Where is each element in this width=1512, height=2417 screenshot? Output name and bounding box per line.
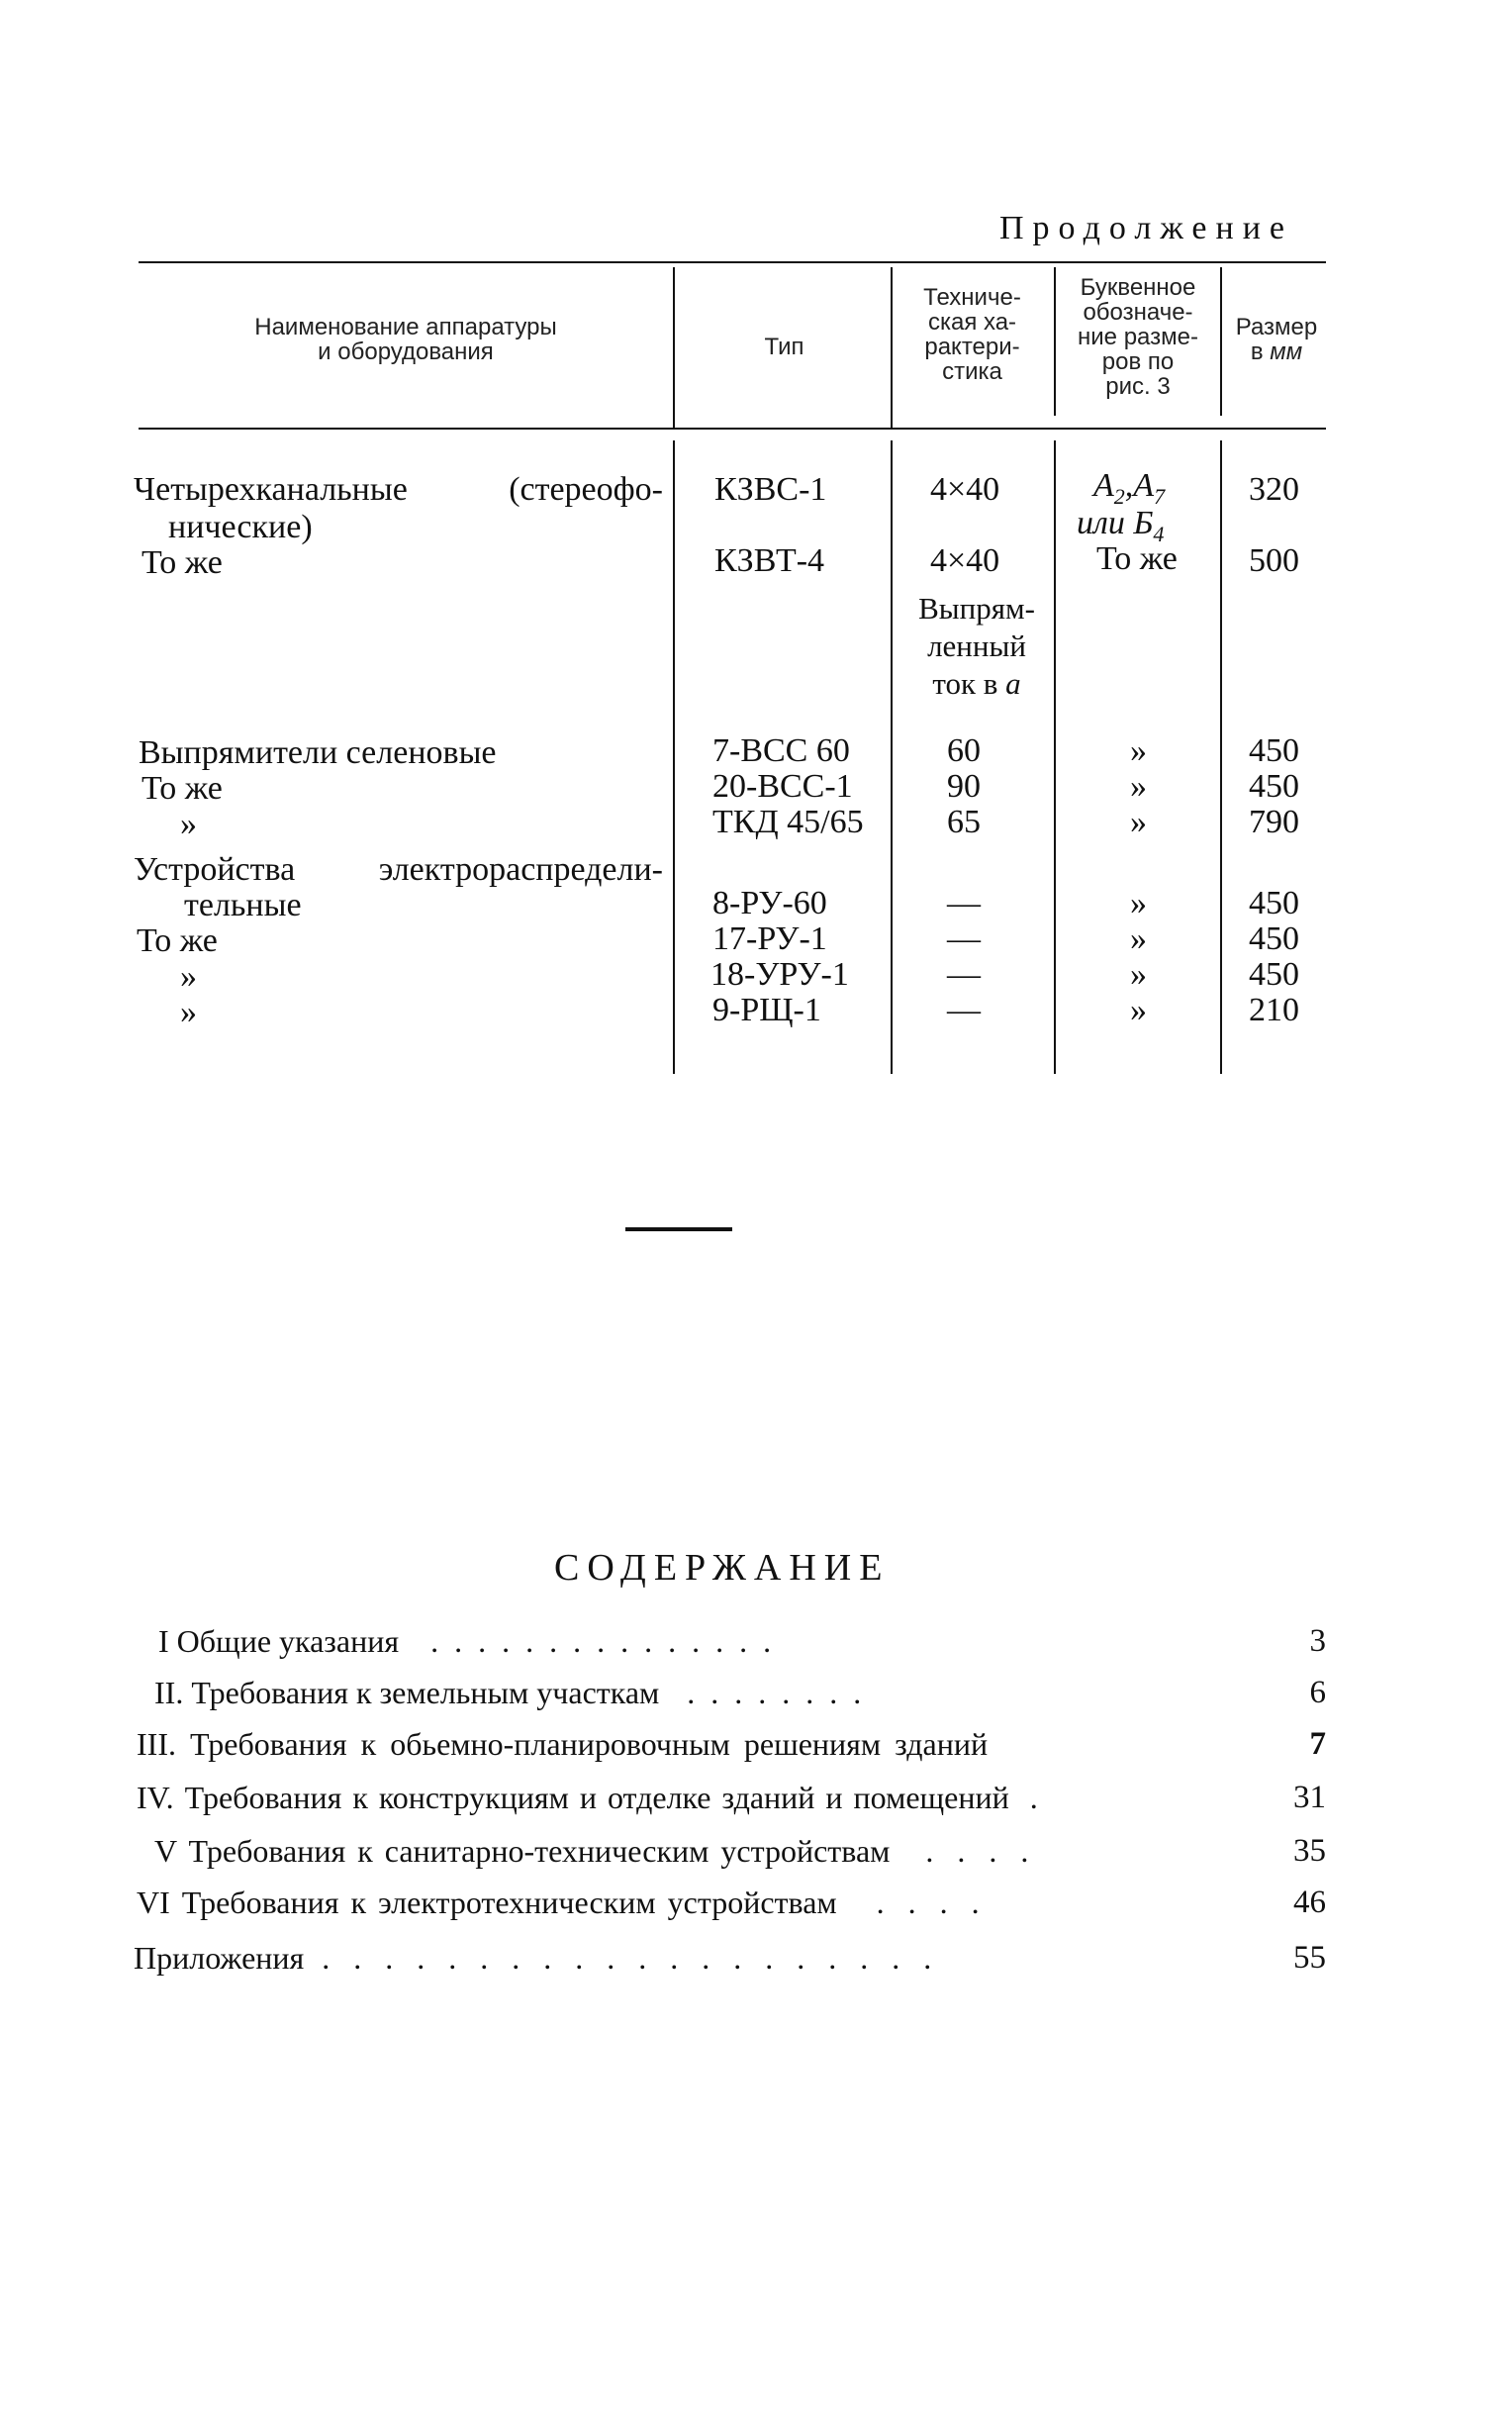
row-name-part: электрораспредели- <box>378 851 663 888</box>
continuation-label: Продолжение <box>999 210 1294 246</box>
toc-leader: . . . . . . . . . . . . . . . . . . . . <box>322 1940 940 1976</box>
row-type: 18-УРУ-1 <box>710 956 849 993</box>
toc-page-number: 55 <box>1293 1940 1326 1976</box>
column-divider <box>1220 440 1222 1074</box>
toc-item-label: Приложения <box>134 1940 305 1976</box>
toc-item-label: VI Требования к электротехническим устройствам <box>137 1885 837 1920</box>
row-name <box>134 471 663 509</box>
note-line: Выпрям- <box>918 591 1035 626</box>
row-tech: 4×40 <box>930 471 1000 508</box>
row-tech: — <box>947 992 981 1028</box>
row-letter: » <box>1130 804 1147 840</box>
header-size <box>1227 315 1326 364</box>
row-type: 20-ВСС-1 <box>712 768 853 805</box>
row-letter: » <box>1130 920 1147 957</box>
row-name: То же <box>142 544 223 581</box>
column-divider <box>673 267 675 428</box>
toc-leader: . . . . <box>876 1885 986 1920</box>
header-name: Наименование аппаратуры и оборудования <box>254 314 557 365</box>
row-tech: 60 <box>947 732 981 769</box>
toc-leader: . . . . . . . . . . . . . . . <box>430 1623 776 1659</box>
row-name-part: (стереофо- <box>509 471 663 508</box>
row-type: КЗВС-1 <box>714 471 827 508</box>
row-tech: 90 <box>947 768 981 805</box>
header-letter: Буквенное обозначе- ние разме- ров по рис. 3 <box>1078 274 1198 400</box>
row-name: То же <box>137 922 218 959</box>
row-letter: » <box>1130 885 1147 921</box>
toc-item-label: I Общие указания <box>158 1623 400 1659</box>
toc-item[interactable] <box>137 1885 986 1920</box>
row-letter: То же <box>1096 540 1178 577</box>
row-letter: » <box>1130 732 1147 769</box>
row-size: 450 <box>1249 920 1299 957</box>
row-tech: — <box>947 920 981 957</box>
row-tech: 4×40 <box>930 542 1000 579</box>
table-top-rule <box>139 261 1326 263</box>
toc-item-label: IV. Требования к конструкциям и отделке зданий и помещений <box>137 1780 1009 1815</box>
row-name: » <box>180 958 197 995</box>
toc-item[interactable] <box>134 1940 939 1976</box>
row-name: Выпрямители селеновые <box>139 734 497 771</box>
rectified-current-note <box>902 590 1051 703</box>
toc-page-number: 31 <box>1293 1780 1326 1815</box>
header-tech: Техниче- ская ха- рактери- стика <box>923 284 1021 385</box>
toc-item[interactable] <box>154 1833 1034 1869</box>
row-tech: — <box>947 956 981 993</box>
row-size: 320 <box>1249 471 1299 508</box>
row-type: 17-РУ-1 <box>712 920 827 957</box>
toc-page-number: 46 <box>1293 1885 1326 1920</box>
toc-leader: . . . . <box>925 1833 1035 1869</box>
toc-page-number: 35 <box>1293 1833 1326 1869</box>
row-letter: » <box>1130 992 1147 1028</box>
note-line: ток в а <box>932 666 1021 701</box>
row-type: ТКД 45/65 <box>712 804 864 840</box>
row-size: 450 <box>1249 956 1299 993</box>
toc-page-number: 6 <box>1309 1675 1326 1710</box>
row-type: 8-РУ-60 <box>712 885 827 921</box>
row-name: » <box>180 806 197 842</box>
toc-page-number: 7 <box>1309 1726 1326 1762</box>
row-letter: или $Б_4$ <box>1077 505 1165 546</box>
section-separator <box>625 1227 732 1231</box>
row-name: нические) <box>168 509 313 545</box>
row-type: 9-РЩ-1 <box>712 992 821 1028</box>
row-name-part: Устройства <box>134 851 296 888</box>
toc-title: СОДЕРЖАНИЕ <box>554 1547 891 1589</box>
column-divider <box>1220 267 1222 416</box>
toc-item[interactable] <box>154 1675 865 1710</box>
toc-item[interactable] <box>137 1726 988 1762</box>
row-letter: » <box>1130 768 1147 805</box>
note-line: ленный <box>927 628 1026 663</box>
row-name-part: Четырехканальные <box>134 471 408 508</box>
header-type: Тип <box>764 334 804 360</box>
row-tech: 65 <box>947 804 981 840</box>
row-size: 450 <box>1249 768 1299 805</box>
row-letter: » <box>1130 956 1147 993</box>
row-size: 210 <box>1249 992 1299 1028</box>
row-name <box>134 851 663 889</box>
column-divider <box>1054 267 1056 416</box>
toc-item[interactable] <box>137 1780 1038 1815</box>
column-divider <box>673 440 675 1074</box>
row-name: тельные <box>184 887 302 923</box>
row-tech: — <box>947 885 981 921</box>
row-letter: $A_2,A_7$ <box>1093 467 1166 509</box>
toc-leader: . <box>1029 1780 1038 1815</box>
row-name: То же <box>142 770 223 807</box>
toc-page-number: 3 <box>1309 1623 1326 1659</box>
toc-item-label: III. Требования к обьемно-планировочным решениям зданий <box>137 1726 989 1762</box>
row-size: 450 <box>1249 885 1299 921</box>
row-name: » <box>180 994 197 1030</box>
header-size-label: Размер в <box>1235 314 1318 365</box>
toc-item[interactable] <box>158 1623 775 1659</box>
header-size-unit: мм <box>1270 338 1303 365</box>
column-divider <box>1054 440 1056 1074</box>
toc-leader: . . . . . . . . <box>687 1675 866 1710</box>
row-type: 7-ВСС 60 <box>712 732 850 769</box>
column-divider <box>891 440 893 1074</box>
toc-item-label: V Требования к санитарно-техническим устройствам <box>154 1833 891 1869</box>
table-header-rule <box>139 428 1326 430</box>
column-divider <box>891 267 893 428</box>
row-size: 790 <box>1249 804 1299 840</box>
row-size: 500 <box>1249 542 1299 579</box>
row-type: КЗВТ-4 <box>714 542 825 579</box>
row-size: 450 <box>1249 732 1299 769</box>
toc-item-label: II. Требования к земельным участкам <box>154 1675 660 1710</box>
